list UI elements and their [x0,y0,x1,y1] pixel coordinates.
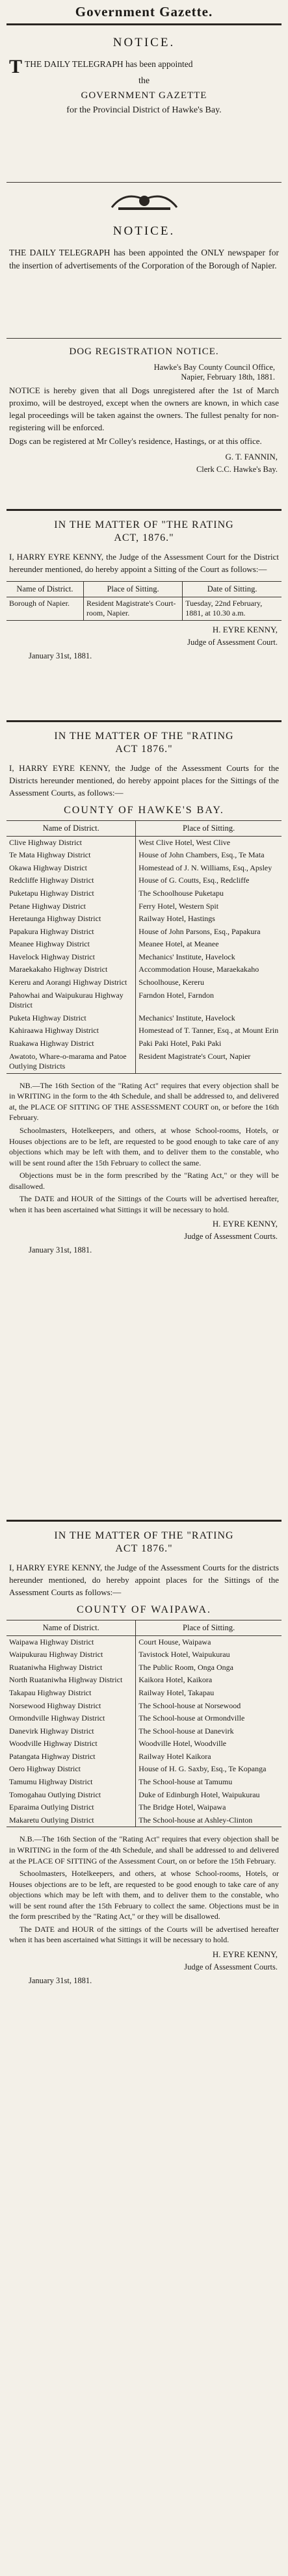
rating-act-hawkes-bay [7,730,281,1520]
dog-dateline: Hawke's Bay County Council Office, [153,363,275,372]
rating-body: I, HARRY EYRE KENNY, the Judge of the Assessment Court for the District hereunder mentioned, do hereby appoint a Sitting of the Court as follows:— [9,552,279,574]
table-row [7,1763,281,1776]
table-row [7,1687,281,1700]
district-name: Te Mata Highway District [9,850,91,860]
sitting-place: Woodville Hotel, Woodville [136,1737,281,1750]
divider [7,182,281,183]
sitting-place: Paki Paki Hotel, Paki Paki [136,1037,281,1050]
divider [7,720,281,722]
district-name: Tamumu Highway District [9,1777,93,1787]
sitting-place: Homestead of T. Tanner, Esq., at Mount Erin [136,1024,281,1037]
notice-body: THE DAILY TELEGRAPH has been appointed the ONLY newspaper for the insertion of advertisements of the Corporation of the Borough of Napier. [9,248,279,270]
district-name: Tomogahau Outlying District [9,1789,101,1799]
signature: H. EYRE KENNY, [212,624,278,634]
table-row [7,1024,281,1037]
rating-heading [7,1529,281,1555]
col-header: Place of Sitting. [136,1620,281,1636]
district-name: Patangata Highway District [9,1751,96,1761]
sitting-place: The School-house at Danevirk [136,1725,281,1738]
table-row [7,1814,281,1827]
sitting-place: Schoolhouse, Kereru [136,976,281,989]
sitting-place: West Clive Hotel, West Clive [136,836,281,849]
sitting-place: Accommodation House, Maraekakaho [136,963,281,976]
col-header: Name of District. [7,1620,136,1636]
sitting-place: Ferry Hotel, Western Spit [136,900,281,913]
sitting-place: Homestead of J. N. Williams, Esq., Apsley [136,862,281,875]
district-name: Ruakawa Highway District [9,1039,94,1048]
table-row [7,1648,281,1661]
signature-title: Judge of Assessment Courts. [184,1232,278,1242]
district-name: Oero Highway District [9,1764,81,1774]
dog-body: Dogs can be registered at Mr Colley's residence, Hastings, or at this office. [9,436,262,447]
district-name: Awatoto, Whare-o-marama and Patoe Outlying Districts [9,1051,127,1071]
table-row [7,1635,281,1648]
sitting-table [7,581,281,621]
signature-title: Judge of Assessment Court. [187,637,278,647]
sitting-place: Farndon Hotel, Farndon [136,989,281,1012]
royal-crest-ornament [105,188,183,214]
table-row [7,1050,281,1073]
table-row [7,1725,281,1738]
nb-paragraph: The DATE and HOUR of the Sittings of the Courts will be advertised hereafter, when it has been ascertained what Sittings it will be necessary to hold. [9,1194,279,1214]
sitting-place: The School-house at Tamumu [136,1776,281,1789]
nb-paragraph: N.B.—The 16th Section of the "Rating Act" requires that every objection shall be in WRITING in the form of the 4th Schedule, and shall be addressed to and delivered at the PLACE OF SITTING of the Assessment Court, on or before the 15th February. [9,1834,279,1866]
district-name: Clive Highway District [9,837,82,847]
sitting-place: House of John Chambers, Esq., Te Mata [136,849,281,862]
sitting-table [7,820,281,1074]
county-heading: COUNTY OF WAIPAWA. [76,1604,212,1615]
table-row [7,1750,281,1763]
district-name: Papakura Highway District [9,926,94,936]
notice-line: the [138,75,150,86]
table-row [7,951,281,964]
rating-heading [7,730,281,756]
district-name: Ormondville Highway District [9,1713,105,1723]
district-name: Maraekakaho Highway District [9,965,108,974]
sitting-place: House of H. G. Saxby, Esq., Te Kopanga [136,1763,281,1776]
sitting-place: Railway Hotel, Hastings [136,913,281,926]
district-name: Puketa Highway District [9,1013,86,1022]
rating-heading-line: ACT, 1876." [114,532,174,543]
dog-body: NOTICE is hereby given that all Dogs unregistered after the 1st of March proximo, will be destroyed, except when the owners are known, in which case legal proceedings will be taken against the owners. The fullest penalty for non-registering will be enforced. [9,385,279,432]
col-header: Place of Sitting. [83,582,182,597]
district-name: Waipawa Highway District [9,1637,94,1646]
notice-title: NOTICE. [112,224,176,238]
nb-paragraph: NB.—The 16th Section of the "Rating Act" requires that every objection shall be in WRITING in the form to the 4th Schedule, and shall be addressed to, and delivered at, the PLACE OF SITTING OF THE ASSESSMENT COURT on, or before the 16th February. [9,1080,279,1123]
district-name: Norsewood Highway District [9,1700,101,1710]
sitting-place: Kaikora Hotel, Kaikora [136,1674,281,1687]
nb-paragraph: The DATE and HOUR of the sittings of the Courts will be advertised hereafter when it has been ascertained what Sittings it will be necessary to hold. [9,1924,279,1945]
sitting-place: Railway Hotel Kaikora [136,1750,281,1763]
sitting-place: House of John Parsons, Esq., Papakura [136,926,281,939]
notice-line [9,56,279,77]
rating-body: I, HARRY EYRE KENNY, the Judge of the Assessment Courts for the Districts hereunder mentioned, do hereby appoint places for the Sittings of the Assessment Courts, as follows:— [9,763,279,798]
table-cell: Tuesday, 22nd February, 1881, at 10.30 a.m. [183,597,281,620]
table-row [7,989,281,1012]
notice-date: January 31st, 1881. [29,1245,92,1255]
table-row [7,1776,281,1789]
table-row [7,938,281,951]
table-row [7,887,281,900]
table-row [7,1801,281,1814]
masthead-rule [7,23,281,25]
col-header: Name of District. [7,821,136,837]
nb-paragraph: Objections must be in the form prescribed by the "Rating Act," or they will be disallowed. [9,1171,279,1191]
rating-heading-line: IN THE MATTER OF "THE RATING [54,519,234,530]
notice-date: January 31st, 1881. [29,651,92,660]
sitting-place: Duke of Edinburgh Hotel, Waipukurau [136,1789,281,1802]
notice-text: THE DAILY TELEGRAPH has been appointed [25,59,193,69]
sitting-place: House of G. Coutts, Esq., Redcliffe [136,874,281,887]
nb-paragraph: Schoolmasters, Hotelkeepers, and others, at whose School-rooms, Hotels, or Houses objections are to be left, are requested to be good enough to take care of any objections which may be left with them, and to deliver them to the constable, who will be sent round after the 15th February to collect the same. Objections must be in the form prescribed by the "Rating Act," or they will be disallowed. [9,1869,279,1921]
district-name: Havelock Highway District [9,952,95,961]
sitting-place: The School-house at Norsewood [136,1700,281,1713]
district-name: Makaretu Outlying District [9,1815,94,1825]
district-name: Heretaunga Highway District [9,914,101,924]
district-name: Eparaima Outlying District [9,1802,94,1812]
sitting-place: The Schoolhouse Puketapu [136,887,281,900]
col-header: Place of Sitting. [136,821,281,837]
table-row [7,926,281,939]
rating-heading [7,519,281,545]
table-row [7,862,281,875]
sitting-place: The School-house at Ormondville [136,1712,281,1725]
district-name: Redcliffe Highway District [9,876,94,885]
district-name: Kahiraawa Highway District [9,1026,99,1035]
divider [7,338,281,339]
table-row [7,1674,281,1687]
divider [7,509,281,511]
district-name: Pahowhai and Waipukurau Highway District [9,990,124,1010]
district-name: Petane Highway District [9,901,86,911]
dog-dateline: Napier, February 18th, 1881. [181,372,275,382]
table-row [7,1700,281,1713]
divider [7,1520,281,1522]
rating-act-napier [7,519,281,720]
district-name: Kereru and Aorangi Highway District [9,978,127,987]
notice-date: January 31st, 1881. [29,1975,92,1985]
sitting-place: The School-house at Ashley-Clinton [136,1814,281,1827]
sitting-place: The Bridge Hotel, Waipawa [136,1801,281,1814]
drop-cap: T [9,56,23,77]
table-row [7,1661,281,1674]
county-heading: COUNTY OF HAWKE'S BAY. [64,804,224,816]
sitting-place: Resident Magistrate's Court, Napier [136,1050,281,1073]
table-row [7,900,281,913]
table-row [7,963,281,976]
notice-title: NOTICE. [112,36,176,49]
masthead-title: Government Gazette. [75,4,213,20]
rating-heading-line: IN THE MATTER OF THE "RATING [54,1530,234,1541]
district-name: Danevirk Highway District [9,1726,94,1736]
signature: G. T. FANNIN, [225,452,278,462]
signature-title: Judge of Assessment Courts. [184,1962,278,1971]
district-name: North Ruataniwha Highway District [9,1675,123,1685]
table-row [7,836,281,849]
col-header: Name of District. [7,582,83,597]
sitting-place: The Public Room, Onga Onga [136,1661,281,1674]
district-name: Okawa Highway District [9,863,87,872]
rating-act-waipawa [7,1529,281,2192]
district-name: Woodville Highway District [9,1739,98,1749]
notice-telegraph-borough [7,224,281,338]
district-name: Ruataniwha Highway District [9,1662,103,1672]
table-row [7,874,281,887]
sitting-place: Meanee Hotel, at Meanee [136,938,281,951]
table-cell: Borough of Napier. [9,598,70,608]
table-row [7,1712,281,1725]
table-row [7,913,281,926]
rating-heading-line: ACT 1876." [115,744,173,755]
dog-notice-title: DOG REGISTRATION NOTICE. [69,346,219,357]
signature-title: Clerk C.C. Hawke's Bay. [196,465,278,475]
table-row [7,597,281,620]
table-row [7,1012,281,1025]
sitting-place: Tavistock Hotel, Waipukurau [136,1648,281,1661]
sitting-place: Railway Hotel, Takapau [136,1687,281,1700]
notice-line: GOVERNMENT GAZETTE [81,90,207,101]
table-row [7,849,281,862]
signature: H. EYRE KENNY, [212,1219,278,1229]
rating-heading-line: IN THE MATTER OF THE "RATING [54,731,234,742]
nb-paragraph: Schoolmasters, Hotelkeepers, and others, at whose School-rooms, Hotels, or Houses objections are to be left, are requested to be good enough to take care of any objections which may be left with them, and to deliver them to the constable, who will be sent round after the 15th February to collect the same. [9,1126,279,1167]
district-name: Meanee Highway District [9,939,90,949]
table-row [7,1737,281,1750]
table-row [7,976,281,989]
district-name: Waipukurau Highway District [9,1650,103,1659]
table-row [7,1789,281,1802]
dog-registration-notice [7,346,281,509]
sitting-table [7,1620,281,1828]
table-cell: Resident Magistrate's Court-room, Napier. [83,597,182,620]
table-row [7,1037,281,1050]
notice-telegraph-gazette [7,36,281,182]
rating-body: I, HARRY EYRE KENNY, the Judge of the Assessment Courts for the districts hereunder mentioned, do hereby appoint places for the Sittings of the Assessment Courts as follows:— [9,1563,279,1597]
sitting-place: Mechanics' Institute, Havelock [136,951,281,964]
district-name: Puketapu Highway District [9,888,94,898]
signature: H. EYRE KENNY, [212,1949,278,1959]
rating-heading-line: ACT 1876." [115,1543,173,1554]
sitting-place: Mechanics' Institute, Havelock [136,1012,281,1025]
sitting-place: Court House, Waipawa [136,1635,281,1648]
district-name: Takapau Highway District [9,1687,92,1697]
notice-line: for the Provincial District of Hawke's Bay. [66,105,222,115]
col-header: Date of Sitting. [183,582,281,597]
